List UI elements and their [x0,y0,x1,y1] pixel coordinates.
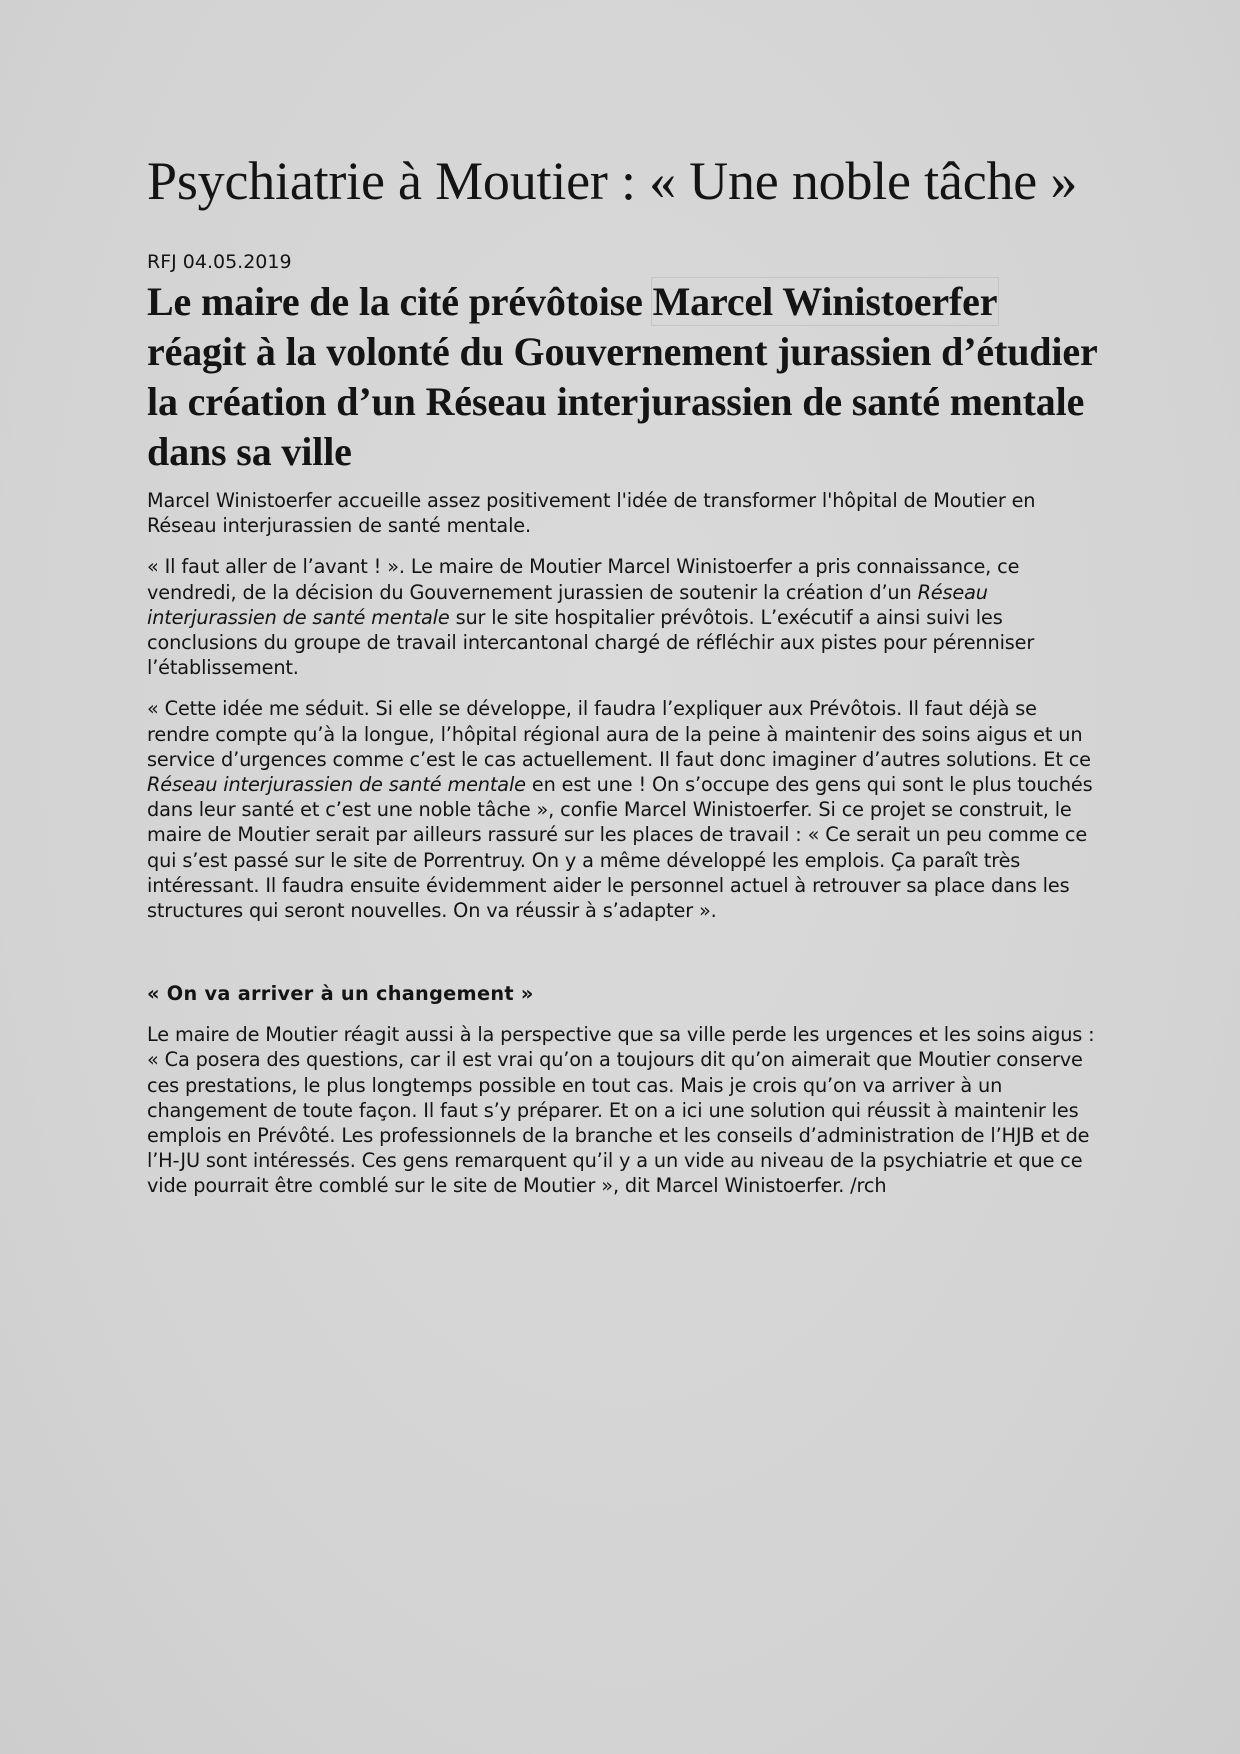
article-lead: Marcel Winistoerfer accueille assez positivement l'idée de transformer l'hôpital de Moutier en Réseau interjurassien de santé mentale. [147,489,1036,538]
article [147,146,1097,1199]
paragraph-2-emphasis: Réseau interjurassien de santé mentale [147,773,526,797]
paragraph-1 [147,554,1097,680]
article-title: Psychiatrie à Moutier : « Une noble tâche » [147,151,1078,211]
paragraph-2-text-b: en est une ! On s’occupe des gens qui sont le plus touchés dans leur santé et c’est une noble tâche », confie Marcel Winistoerfer. Si ce projet se construit, le maire de Moutier serait par ailleurs rassuré sur les places de travail : « Ce serait un peu comme ce qui s’est passé sur le site de Porrentruy. On y a même développé les emplois. Ça paraît très intéressant. Il faudra ensuite évidemment aider le personnel actuel à retrouver sa place dans les structures qui seront nouvelles. On va réussir à s’adapter ». [147,773,1093,923]
headline-part-2: réagit à la volonté du Gouvernement jurassien d’étudier la création d’un Réseau interjurassien de santé mentale dans sa ville [147,329,1097,474]
paragraph-2 [147,696,1097,923]
article-source-date: RFJ 04.05.2019 [147,251,292,273]
paragraph-2-text-a: « Cette idée me séduit. Si elle se développe, il faudra l’expliquer aux Prévôtois. Il faut déjà se rendre compte qu’à la longue, l’hôpital régional aura de la peine à maintenir des soins aigus et un service d’urgences comme c’est le cas actuellement. Il faut donc imaginer d’autres solutions. Et ce [147,697,1091,771]
paragraph-1-emphasis: Réseau interjurassien de santé mentale [147,580,988,629]
section-subheading: « On va arriver à un changement » [147,982,534,1006]
headline-name: Marcel Winistoerfer [652,279,997,324]
headline-part-1: Le maire de la cité prévôtoise [147,279,653,324]
article-headline [147,277,1097,477]
paragraph-1-text-b: sur le site hospitalier prévôtois. L’exécutif a ainsi suivi les conclusions du groupe de travail intercantonal chargé de réfléchir aux pistes pour pérenniser l’établissement. [147,605,1035,680]
paragraph-3: Le maire de Moutier réagit aussi à la perspective que sa ville perde les urgences et les soins aigus : « Ca posera des questions, car il est vrai qu’on a toujours dit qu’on aimerait que Moutier conserve ces prestations, le plus longtemps possible en tout cas. Mais je crois qu’on va arriver à un changement de toute façon. Il faut s’y préparer. Et on a ici une solution qui réussit à maintenir les emplois en Prévôté. Les professionnels de la branche et les conseils d’administration de l’HJB et de l’H-JU sont intéressés. Ces gens remarquent qu’il y a un vide au niveau de la psychiatrie et que ce vide pourrait être comblé sur le site de Moutier », dit Marcel Winistoerfer. /rch [147,1023,1095,1198]
paragraph-1-text-a: « Il faut aller de l’avant ! ». Le maire de Moutier Marcel Winistoerfer a pris connaissance, ce vendredi, de la décision du Gouvernement jurassien de soutenir la création d’un [147,555,1020,604]
